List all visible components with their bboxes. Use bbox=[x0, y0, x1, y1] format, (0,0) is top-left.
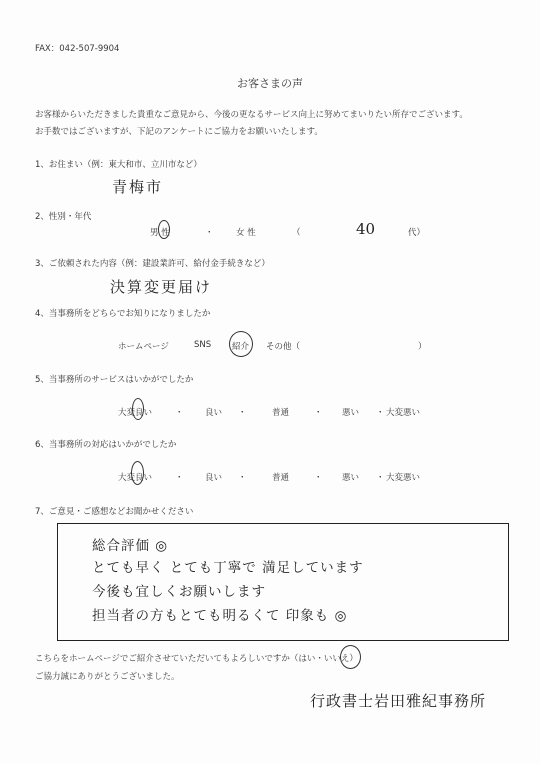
question-6-label: 6、当事務所の対応はいかがでしたか bbox=[35, 440, 177, 450]
separator: ・ bbox=[238, 408, 247, 418]
question-2-label: 2、性別・年代 bbox=[35, 212, 92, 222]
thanks-text: ご協力誠にありがとうございました。 bbox=[35, 672, 180, 682]
comment-line-1: 総合評価 ◎ bbox=[92, 538, 169, 554]
separator: ・ bbox=[205, 228, 214, 238]
q6-selection-circle bbox=[131, 461, 144, 485]
intro-line-2: お手数ではございますが、下記のアンケートにご協力をお願いいたします。 bbox=[35, 127, 323, 137]
age-paren-open: （ bbox=[292, 228, 301, 238]
separator: ・ bbox=[175, 408, 184, 418]
option-sns: SNS bbox=[194, 340, 212, 350]
consent-no: いいえ bbox=[323, 654, 350, 664]
consent-text: こちらをホームページでご紹介させていただいてもよろしいですか（ bbox=[35, 654, 299, 664]
question-3-answer: 決算変更届け bbox=[110, 278, 213, 296]
q5-option-average: 普通 bbox=[272, 408, 290, 418]
consent-question bbox=[35, 652, 358, 664]
q5-option-very-bad: 大変悪い bbox=[386, 408, 421, 418]
consent-separator: ・ bbox=[315, 654, 324, 664]
question-1-answer: 青梅市 bbox=[112, 178, 164, 196]
option-female: 女 性 bbox=[236, 228, 256, 238]
option-male: 男 性 bbox=[150, 228, 170, 238]
option-homepage: ホームページ bbox=[118, 342, 169, 352]
office-name: 行政書士岩田雅紀事務所 bbox=[310, 692, 487, 710]
age-suffix: 代） bbox=[408, 228, 426, 238]
q6-option-very-bad: 大変悪い bbox=[386, 473, 421, 483]
selection-circle-referral bbox=[229, 331, 253, 357]
comment-line-3: 今後も宜しくお願いします bbox=[92, 584, 266, 600]
q6-option-good: 良い bbox=[205, 473, 223, 483]
consent-close: ） bbox=[349, 654, 358, 664]
question-5-label: 5、当事務所のサービスはいかがでしたか bbox=[35, 375, 194, 385]
question-7-label: 7、ご意見・ご感想などお聞かせください bbox=[35, 507, 194, 517]
q6-option-very-good: 大変良い bbox=[118, 473, 153, 483]
age-answer: 40 bbox=[356, 220, 376, 238]
option-referral: 紹介 bbox=[232, 342, 250, 352]
page-title: お客さまの声 bbox=[237, 77, 303, 90]
option-other: その他（ bbox=[266, 342, 301, 352]
separator: ・ bbox=[238, 473, 247, 483]
separator: ・ bbox=[314, 473, 323, 483]
comment-line-2: とても早く とても丁寧で 満足しています bbox=[92, 560, 364, 576]
q5-selection-circle bbox=[132, 398, 144, 420]
separator: ・ bbox=[376, 473, 385, 483]
question-1-label: 1、お住まい（例：東大和市、立川市など） bbox=[35, 160, 202, 170]
separator: ・ bbox=[175, 473, 184, 483]
q5-option-good: 良い bbox=[205, 408, 223, 418]
fax-number: FAX：042-507-9904 bbox=[35, 44, 120, 54]
q5-option-very-good: 大変良い bbox=[118, 408, 153, 418]
q6-option-average: 普通 bbox=[272, 473, 290, 483]
comment-line-4: 担当者の方もとても明るくて 印象も ◎ bbox=[92, 608, 348, 624]
question-3-label: 3、ご依頼された内容（例：建設業許可、給付金手続きなど） bbox=[35, 259, 270, 269]
selection-circle-male bbox=[158, 220, 170, 239]
separator: ・ bbox=[376, 408, 385, 418]
consent-selection-circle bbox=[340, 645, 361, 669]
option-other-close: ） bbox=[418, 342, 427, 352]
comment-box bbox=[57, 523, 509, 641]
consent-yes: はい bbox=[298, 654, 316, 664]
q6-option-bad: 悪い bbox=[342, 473, 360, 483]
question-4-label: 4、当事務所をどちらでお知りになりましたか bbox=[35, 309, 211, 319]
separator: ・ bbox=[314, 408, 323, 418]
q5-option-bad: 悪い bbox=[342, 408, 360, 418]
intro-line-1: お客様からいただきました貴重なご意見から、今後の更なるサービス向上に努めてまいりたい所存でございます。 bbox=[35, 110, 468, 120]
